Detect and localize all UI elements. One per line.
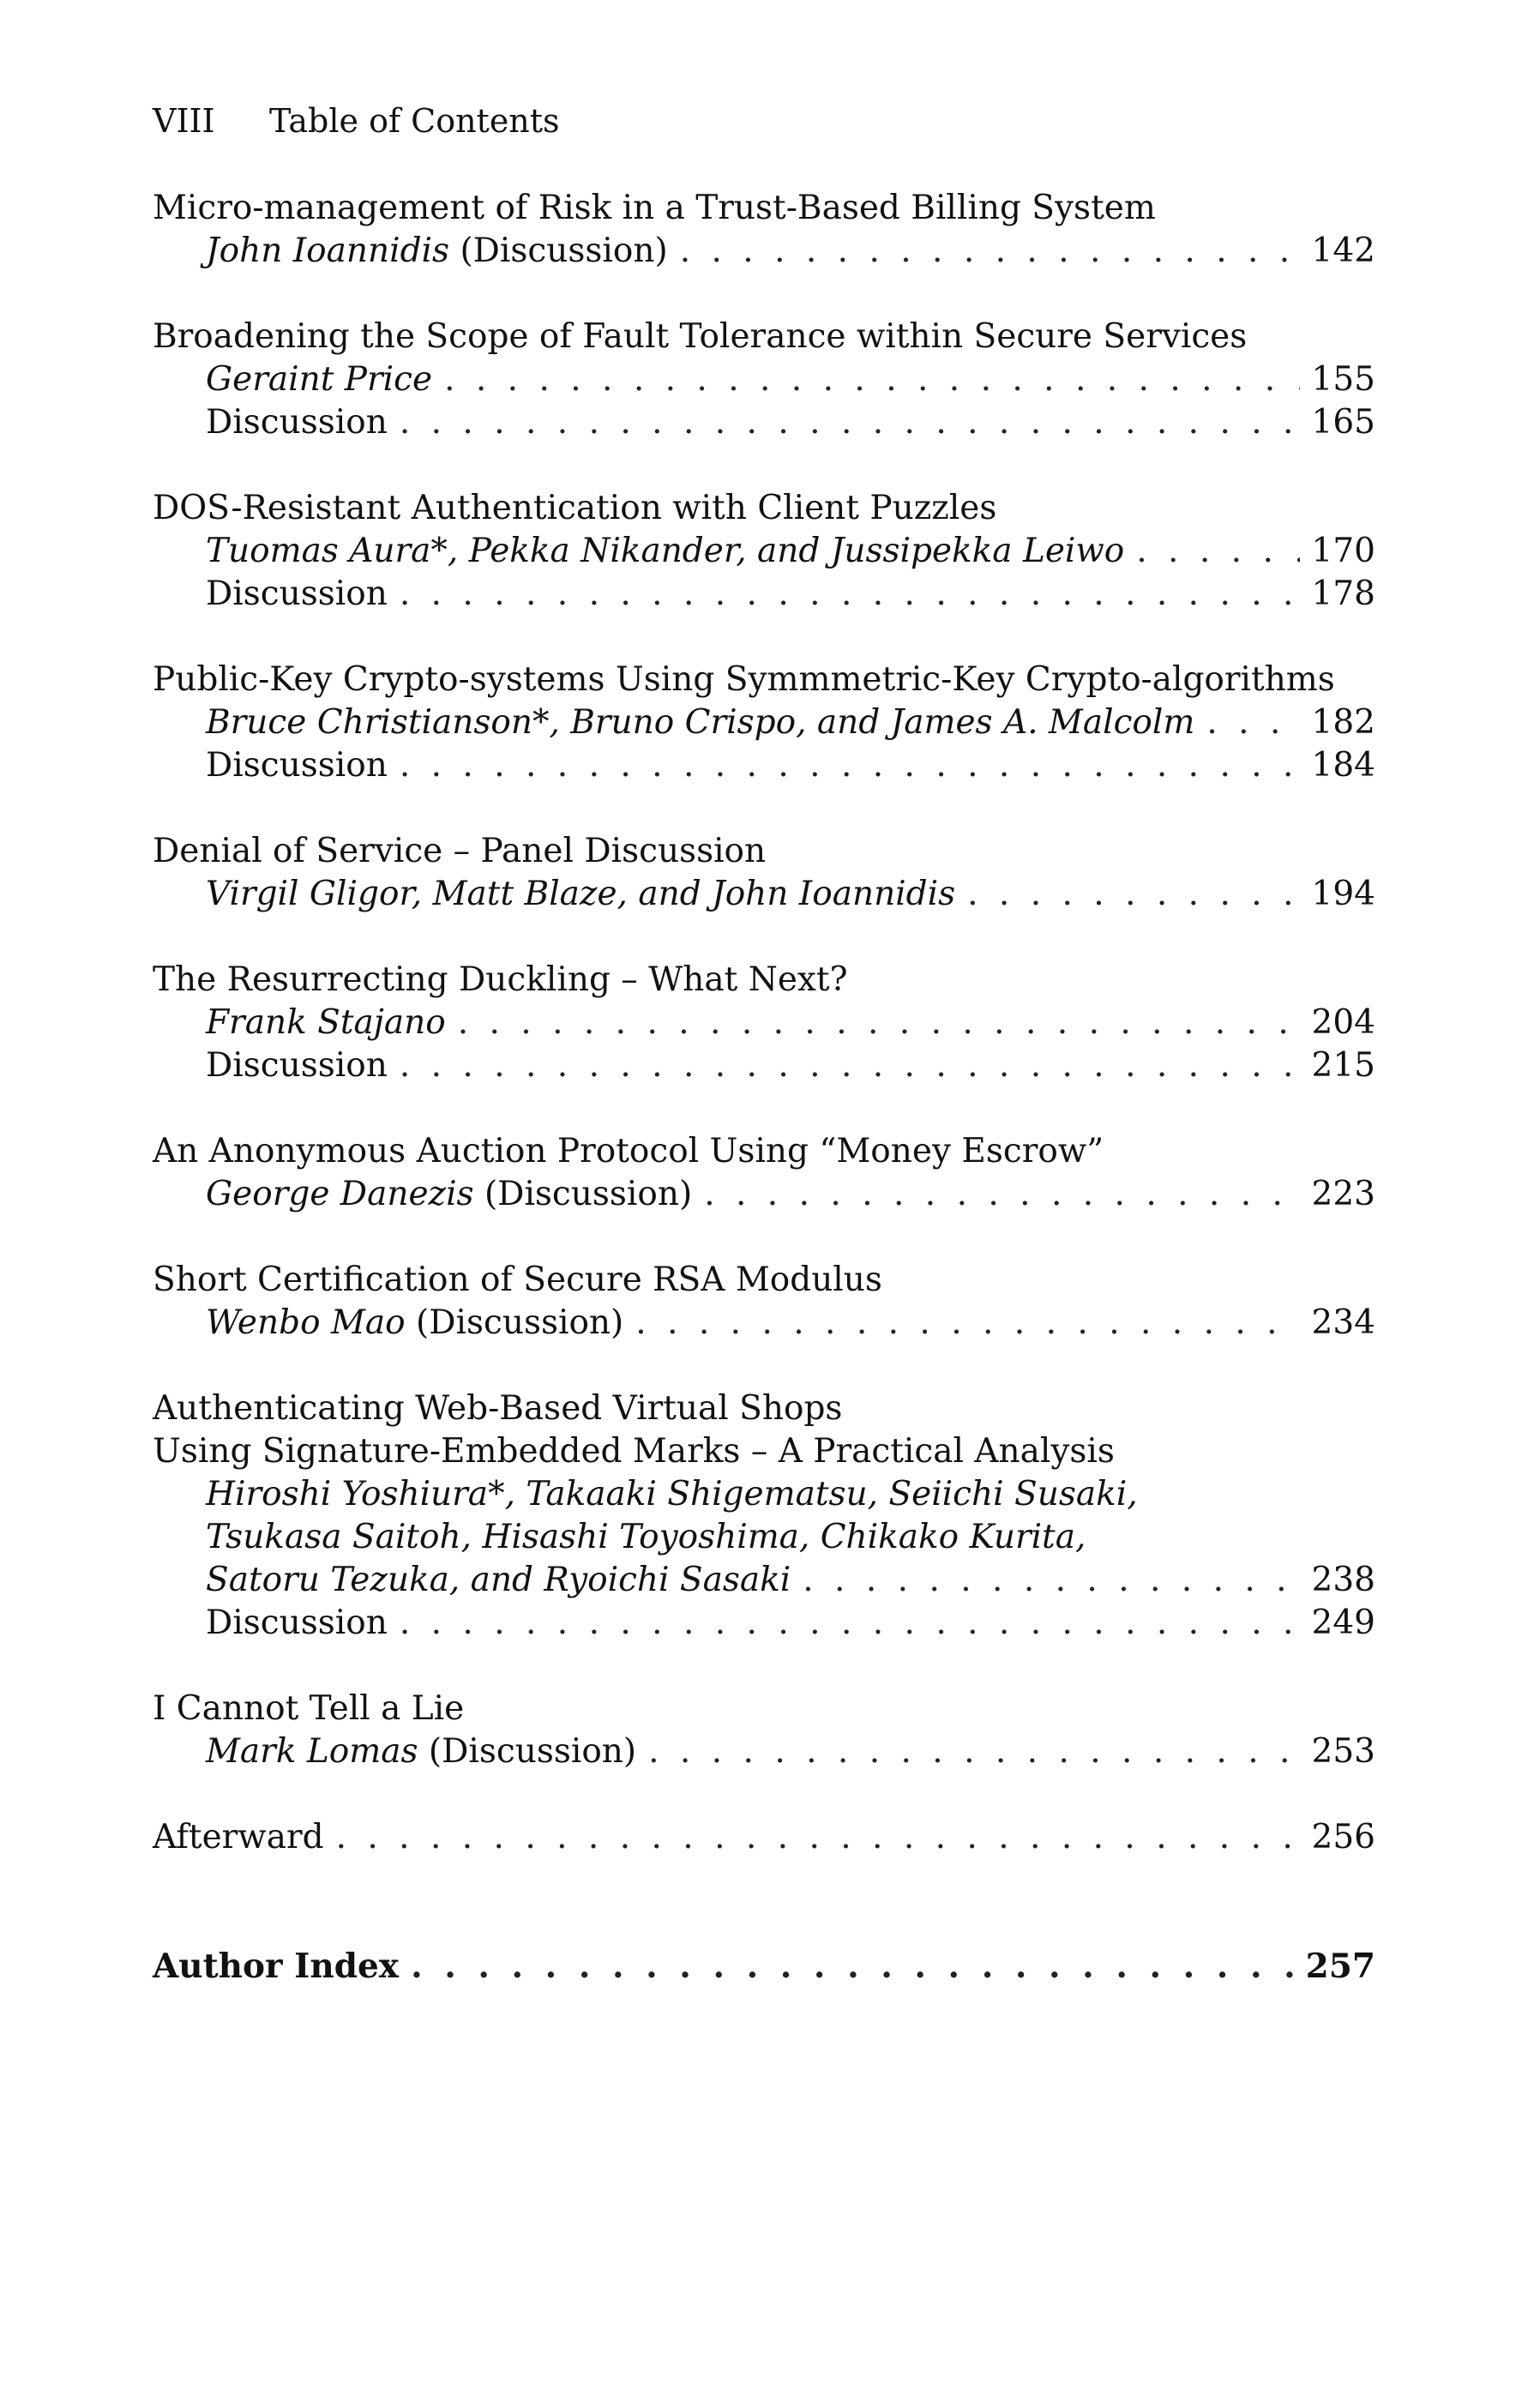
toc-entry	[153, 959, 1375, 1087]
toc-row-text	[206, 1559, 791, 1602]
dot-leader	[400, 1602, 1300, 1645]
dot-leader	[411, 1945, 1294, 1988]
page-number: 165	[1311, 403, 1375, 442]
entry-title: Broadening the Scope of Fault Tolerance within Secure Services	[153, 317, 1248, 356]
toc-row-text	[206, 744, 388, 787]
entry-authors: Geraint Price	[206, 360, 433, 399]
page-number: 182	[1311, 703, 1375, 742]
dot-leader	[444, 358, 1299, 401]
dot-leader	[400, 401, 1300, 444]
toc-row[interactable]	[153, 573, 1375, 616]
toc-row[interactable]	[153, 873, 1375, 916]
discussion-label: Discussion	[206, 1604, 388, 1642]
page-number: 194	[1311, 875, 1375, 913]
discussion-label: Discussion	[206, 575, 388, 613]
discussion-note: (Discussion)	[418, 1732, 637, 1771]
toc-row[interactable]	[153, 1602, 1375, 1645]
toc-entry	[153, 316, 1375, 444]
entry-title: The Resurrecting Duckling – What Next?	[153, 960, 848, 999]
page-number: 256	[1311, 1818, 1375, 1856]
page-number: 249	[1311, 1604, 1375, 1642]
toc-row-text	[206, 1173, 692, 1216]
toc-row[interactable]	[153, 1173, 1375, 1216]
afterward-entry	[153, 1816, 1375, 1859]
toc-row[interactable]	[153, 1302, 1375, 1345]
page-folio: VIII	[153, 102, 215, 140]
dot-leader	[336, 1816, 1300, 1859]
page-number: 155	[1311, 360, 1375, 399]
author-index-entry	[153, 1945, 1375, 1988]
toc-row-text	[206, 873, 955, 916]
toc-row-text	[206, 1302, 623, 1345]
author-index-row[interactable]	[153, 1945, 1375, 1988]
dot-leader	[648, 1730, 1299, 1773]
toc-row[interactable]	[153, 744, 1375, 787]
entry-title: Public-Key Crypto-systems Using Symmmetric-Key Crypto-algorithms	[153, 660, 1335, 699]
page-number: 142	[1311, 232, 1375, 270]
entry-authors: George Danezis	[206, 1175, 474, 1213]
dot-leader	[400, 573, 1300, 616]
toc-row[interactable]	[153, 530, 1375, 573]
entry-authors: Mark Lomas	[206, 1732, 418, 1771]
entry-title: Using Signature-Embedded Marks – A Practical Analysis	[153, 1432, 1115, 1471]
discussion-label: Discussion	[206, 746, 388, 785]
toc-row[interactable]	[153, 1730, 1375, 1773]
dot-leader	[704, 1173, 1299, 1216]
running-header	[153, 99, 560, 142]
table-of-contents	[153, 187, 1375, 2031]
toc-row-text	[206, 230, 668, 273]
entry-authors: Tsukasa Saitoh, Hisashi Toyoshima, Chikako Kurita,	[206, 1518, 1086, 1556]
toc-row-text	[206, 358, 432, 401]
afterward-label: Afterward	[153, 1818, 324, 1856]
entry-authors: Bruce Christianson*, Bruno Crispo, and James A. Malcolm	[206, 703, 1195, 742]
toc-row[interactable]	[153, 1002, 1375, 1044]
toc-entry	[153, 1688, 1375, 1773]
page-number: 253	[1311, 1732, 1375, 1771]
entry-title: An Anonymous Auction Protocol Using “Money Escrow”	[153, 1132, 1104, 1170]
toc-entry	[153, 1387, 1375, 1645]
page-number: 170	[1311, 532, 1375, 570]
dot-leader	[1136, 530, 1299, 573]
toc-entry	[153, 830, 1375, 916]
page-number: 223	[1311, 1175, 1375, 1213]
toc-row[interactable]	[153, 701, 1375, 744]
entry-authors: Wenbo Mao	[206, 1303, 406, 1342]
toc-row-text	[206, 1730, 636, 1773]
entry-authors: John Ioannidis	[206, 232, 450, 270]
entry-title: I Cannot Tell a Lie	[153, 1689, 465, 1728]
toc-entry	[153, 187, 1375, 273]
dot-leader	[635, 1302, 1299, 1345]
toc-entry	[153, 659, 1375, 787]
toc-row-text	[206, 1002, 446, 1044]
discussion-label: Discussion	[206, 1046, 388, 1085]
toc-row[interactable]	[153, 401, 1375, 444]
toc-row-text	[206, 573, 388, 616]
toc-row-text	[206, 701, 1194, 744]
toc-entry	[153, 1130, 1375, 1216]
toc-entry	[153, 487, 1375, 616]
discussion-note: (Discussion)	[473, 1175, 693, 1213]
toc-row[interactable]	[153, 1559, 1375, 1602]
toc-row-text	[206, 1044, 388, 1087]
page-number: 215	[1311, 1046, 1375, 1085]
dot-leader	[458, 1002, 1300, 1044]
page-number: 178	[1311, 575, 1375, 613]
discussion-label: Discussion	[206, 403, 388, 442]
running-title: Table of Contents	[269, 102, 560, 140]
toc-entry	[153, 1259, 1375, 1345]
entry-title: Short Certification of Secure RSA Modulus	[153, 1261, 882, 1299]
page-number: 257	[1305, 1947, 1375, 1986]
author-index-label: Author Index	[153, 1947, 400, 1986]
toc-row-text	[206, 401, 388, 444]
page-number: 234	[1311, 1303, 1375, 1342]
discussion-note: (Discussion)	[449, 232, 668, 270]
toc-row[interactable]	[153, 230, 1375, 273]
page-number: 184	[1311, 746, 1375, 785]
page-number: 204	[1311, 1003, 1375, 1042]
dot-leader	[1206, 701, 1299, 744]
entry-title: Authenticating Web-Based Virtual Shops	[153, 1389, 843, 1428]
toc-row-text	[206, 530, 1124, 573]
entry-title: Denial of Service – Panel Discussion	[153, 832, 767, 870]
dot-leader	[967, 873, 1299, 916]
page-number: 238	[1311, 1561, 1375, 1599]
afterward-row[interactable]	[153, 1816, 1375, 1859]
dot-leader	[400, 1044, 1300, 1087]
entry-authors: Virgil Gligor, Matt Blaze, and John Ioannidis	[206, 875, 956, 913]
entry-authors: Tuomas Aura*, Pekka Nikander, and Jussipekka Leiwo	[206, 532, 1125, 570]
dot-leader	[680, 230, 1300, 273]
discussion-note: (Discussion)	[405, 1303, 624, 1342]
dot-leader	[803, 1559, 1299, 1602]
entry-authors: Frank Stajano	[206, 1003, 446, 1042]
toc-row[interactable]	[153, 358, 1375, 401]
entry-authors: Satoru Tezuka, and Ryoichi Sasaki	[206, 1561, 791, 1599]
entry-title: Micro-management of Risk in a Trust-Based Billing System	[153, 189, 1156, 227]
entry-authors: Hiroshi Yoshiura*, Takaaki Shigematsu, Seiichi Susaki,	[206, 1475, 1138, 1513]
entry-title: DOS-Resistant Authentication with Client Puzzles	[153, 489, 997, 527]
toc-row[interactable]	[153, 1044, 1375, 1087]
dot-leader	[400, 744, 1300, 787]
toc-row-text	[206, 1602, 388, 1645]
